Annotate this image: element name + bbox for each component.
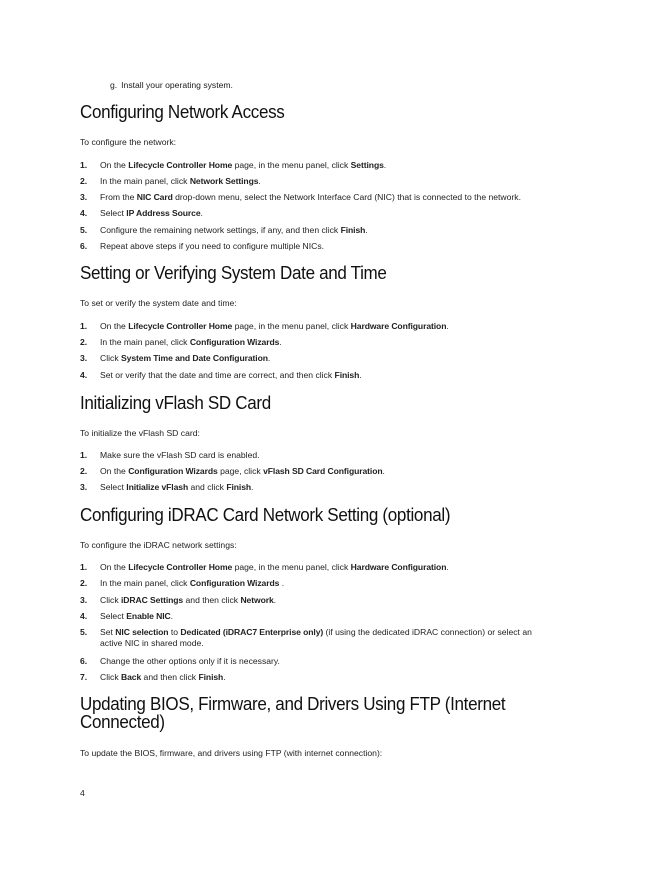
step-text-run: and then click	[141, 672, 199, 682]
step-text-run: Set	[100, 627, 116, 637]
step-text-run: .	[446, 321, 449, 331]
ui-term: Dedicated (iDRAC7 Enterprise only)	[180, 627, 324, 637]
ui-term: Lifecycle Controller Home	[128, 160, 233, 170]
step-text	[100, 578, 284, 589]
step-number: 1.	[80, 450, 88, 460]
section-heading-vflash: Initializing vFlash SD Card	[80, 392, 271, 413]
step-number: 2.	[80, 578, 88, 588]
step-text	[100, 627, 532, 638]
step-number: 1.	[80, 160, 88, 170]
step-text-run: Click	[100, 353, 122, 363]
step-text-run: On the	[100, 321, 129, 331]
step-text-run: and then click	[183, 595, 241, 605]
step-number: 1.	[80, 321, 88, 331]
section-intro-network: To configure the network:	[80, 137, 177, 147]
step-text	[100, 321, 449, 332]
ui-term: Configuration Wizards	[128, 466, 218, 476]
step-number: 1.	[80, 562, 88, 572]
step-text	[100, 241, 324, 252]
step-text-run: .	[365, 225, 368, 235]
step-number: 4.	[80, 611, 88, 621]
ui-term: Lifecycle Controller Home	[128, 321, 233, 331]
step-text	[100, 353, 270, 364]
ui-term: Initialize vFlash	[126, 482, 189, 492]
step-text	[100, 656, 280, 667]
step-text-run: Click	[100, 595, 122, 605]
step-text-run: Select	[100, 482, 127, 492]
step-number: 2.	[80, 466, 88, 476]
step-text-run: .	[258, 176, 261, 186]
page-number: 4	[80, 788, 85, 798]
ui-term: Finish	[334, 370, 360, 380]
ui-term: Finish	[198, 672, 224, 682]
ui-term: NIC selection	[115, 627, 169, 637]
step-text-continuation: active NIC in shared mode.	[100, 638, 204, 648]
ui-term: Back	[121, 672, 142, 682]
ui-term: Finish	[226, 482, 252, 492]
step-text	[100, 160, 386, 171]
section-heading-ftp-line1: Updating BIOS, Firmware, and Drivers Using FTP (Internet	[80, 693, 506, 714]
list-letter: g.	[110, 80, 118, 90]
step-text-run: .	[383, 160, 387, 170]
step-text-run: .	[279, 578, 285, 588]
step-text-run: .	[200, 208, 203, 218]
section-heading-network: Configuring Network Access	[80, 101, 285, 122]
step-text	[100, 370, 362, 381]
step-text	[100, 672, 226, 683]
step-text-run: On the	[100, 562, 129, 572]
step-number: 2.	[80, 337, 88, 347]
ui-term: Hardware Configuration	[350, 321, 447, 331]
step-text-run: page, in the menu panel, click	[232, 562, 351, 572]
step-text-run: .	[223, 672, 226, 682]
step-text-run: .	[446, 562, 449, 572]
step-text-run: From the	[100, 192, 137, 202]
ui-term: System Time and Date Configuration	[121, 353, 268, 363]
step-text-run: .	[273, 595, 277, 605]
step-number: 6.	[80, 656, 88, 666]
step-text-run: .	[267, 353, 271, 363]
step-text-run: (if using the dedicated iDRAC connection) or select an	[323, 627, 532, 637]
section-intro-ftp: To update the BIOS, firmware, and drivers using FTP (with internet connection):	[80, 748, 383, 758]
step-number: 2.	[80, 176, 88, 186]
step-text-run: drop-down menu, select the Network Interface Card (NIC) that is connected to the network.	[172, 192, 521, 202]
step-text-run: page, in the menu panel, click	[232, 160, 351, 170]
step-text-run: to	[168, 627, 181, 637]
step-text	[100, 176, 261, 187]
step-number: 3.	[80, 482, 88, 492]
step-text-run: page, in the menu panel, click	[232, 321, 351, 331]
ui-term: Enable NIC	[126, 611, 171, 621]
section-intro-idrac: To configure the iDRAC network settings:	[80, 540, 237, 550]
step-number: 5.	[80, 225, 88, 235]
step-text-run: Repeat above steps if you need to configure multiple NICs.	[100, 241, 325, 251]
ui-term: iDRAC Settings	[121, 595, 184, 605]
step-text	[100, 611, 173, 622]
section-heading-idrac: Configuring iDRAC Card Network Setting (optional)	[80, 504, 451, 525]
ui-term: Hardware Configuration	[350, 562, 447, 572]
step-text-run: Change the other options only if it is necessary.	[100, 656, 280, 666]
step-text-run: On the	[100, 160, 129, 170]
ui-term: Lifecycle Controller Home	[128, 562, 233, 572]
step-number: 4.	[80, 370, 88, 380]
step-number: 7.	[80, 672, 88, 682]
step-text-run: .	[359, 370, 362, 380]
step-text-run: Make sure the vFlash SD card is enabled.	[100, 450, 260, 460]
step-number: 3.	[80, 353, 88, 363]
list-item-g	[110, 80, 233, 90]
step-text-run: Select	[100, 208, 127, 218]
step-text-run: and click	[188, 482, 227, 492]
ui-term: vFlash SD Card Configuration	[263, 466, 383, 476]
step-text	[100, 450, 260, 461]
ui-term: Network	[240, 595, 274, 605]
step-text	[100, 562, 449, 573]
step-text-run: .	[251, 482, 254, 492]
step-text-run: In the main panel, click	[100, 337, 190, 347]
step-text-run: Click	[100, 672, 122, 682]
step-number: 3.	[80, 192, 88, 202]
ui-term: Configuration Wizards	[189, 578, 280, 588]
step-number: 6.	[80, 241, 88, 251]
step-text	[100, 595, 276, 606]
step-text-run: Select	[100, 611, 127, 621]
section-intro-vflash: To initialize the vFlash SD card:	[80, 428, 200, 438]
ui-term: NIC Card	[136, 192, 173, 202]
section-intro-datetime: To set or verify the system date and time:	[80, 298, 237, 308]
ui-term: Settings	[350, 160, 384, 170]
step-text-run: Set or verify that the date and time are correct, and then click	[100, 370, 335, 380]
ui-term: Finish	[340, 225, 366, 235]
list-item-text: Install your operating system.	[121, 80, 233, 90]
step-text	[100, 192, 521, 203]
ui-term: IP Address Source	[126, 208, 201, 218]
step-text	[100, 482, 253, 493]
step-text	[100, 225, 368, 236]
step-text	[100, 208, 203, 219]
step-text-run: In the main panel, click	[100, 176, 190, 186]
step-text-run: .	[170, 611, 174, 621]
step-text	[100, 466, 385, 477]
step-text	[100, 337, 282, 348]
step-number: 5.	[80, 627, 88, 637]
step-text-run: In the main panel, click	[100, 578, 190, 588]
ui-term: Network Settings	[189, 176, 259, 186]
step-text-run: page, click	[217, 466, 264, 476]
step-number: 3.	[80, 595, 88, 605]
step-text-run: Configure the remaining network settings, if any, and then click	[100, 225, 341, 235]
section-heading-datetime: Setting or Verifying System Date and Time	[80, 262, 387, 283]
step-text-run: .	[279, 337, 282, 347]
step-text-run: .	[382, 466, 385, 476]
step-number: 4.	[80, 208, 88, 218]
step-text-run: On the	[100, 466, 129, 476]
ui-term: Configuration Wizards	[189, 337, 280, 347]
section-heading-ftp-line2: Connected)	[80, 711, 165, 732]
